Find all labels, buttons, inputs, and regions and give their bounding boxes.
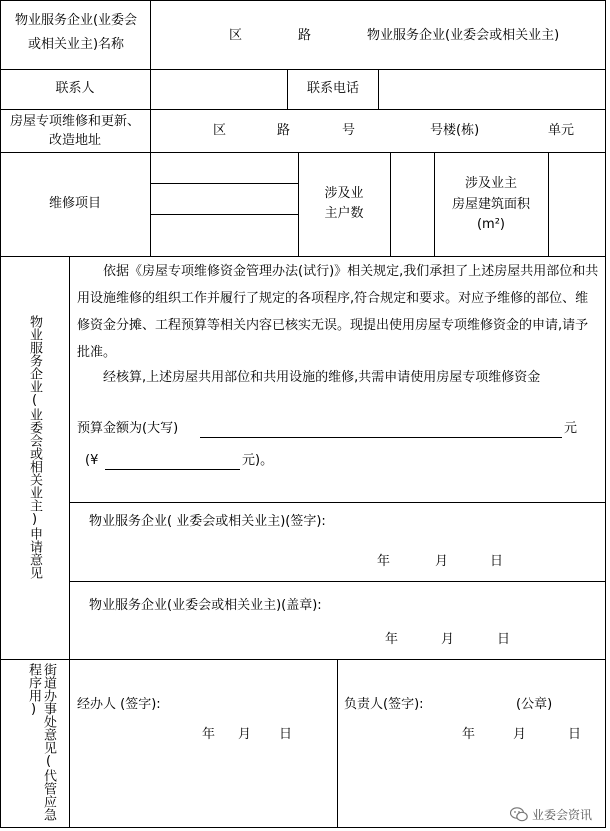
leader-year: 年 bbox=[462, 727, 476, 742]
leader-day: 日 bbox=[568, 727, 582, 742]
area-label-3: (m²) bbox=[476, 217, 506, 232]
official-seal-label: (公章) bbox=[516, 697, 553, 712]
company-name-label-1: 物业服务企业(业委会 bbox=[14, 13, 138, 28]
phone-label: 联系电话 bbox=[306, 81, 359, 96]
seal-month: 月 bbox=[441, 632, 455, 647]
seal-day: 日 bbox=[497, 632, 511, 647]
col-street-side bbox=[69, 659, 70, 828]
rule-row4 bbox=[0, 256, 606, 257]
company-type-label: 物业服务企业(业委会或相关业主) bbox=[367, 28, 560, 43]
border-right bbox=[605, 0, 606, 828]
handler-day: 日 bbox=[279, 727, 293, 742]
contact-label: 联系人 bbox=[55, 81, 95, 96]
opinion-side-label: 物业服务企业(业委会或相关业主)申请意见 bbox=[27, 315, 42, 579]
wechat-icon bbox=[510, 807, 528, 822]
border-bottom bbox=[0, 827, 606, 828]
address-building: 号楼(栋) bbox=[430, 123, 480, 138]
rule-repair-2 bbox=[150, 214, 298, 215]
handler-month: 月 bbox=[238, 727, 252, 742]
address-district: 区 bbox=[213, 123, 227, 138]
sign-day: 日 bbox=[490, 554, 504, 569]
address-label-2: 改造地址 bbox=[48, 133, 101, 148]
col-opinion-side bbox=[69, 256, 70, 660]
handler-label: 经办人 (签字): bbox=[77, 697, 161, 712]
seal-year: 年 bbox=[385, 632, 399, 647]
col-street-mid bbox=[337, 659, 338, 828]
watermark bbox=[510, 806, 592, 823]
rule-row3 bbox=[0, 152, 606, 153]
col-phone-right bbox=[378, 69, 379, 110]
address-number: 号 bbox=[342, 123, 356, 138]
sign-label: 物业服务企业( 业委会或相关业主)(签字): bbox=[89, 514, 326, 529]
address-road: 路 bbox=[277, 123, 291, 138]
amount-figures-line[interactable] bbox=[105, 455, 240, 470]
area-label-2: 房屋建筑面积 bbox=[451, 197, 530, 212]
opinion-paragraph-2: 经核算,上述房屋共用部位和共用设施的维修,共需申请使用房屋专项维修资金 bbox=[103, 370, 541, 385]
opinion-paragraph-1: 依据《房屋专项维修资金管理办法(试行)》相关规定,我们承担了上述房屋共用部位和共用设施维修的组织工作并履行了规定的各项程序,符合规定和要求。对应予维修的部位、维修资金分摊、工程预算等相关内容已核实无误。现提出使用房屋专项维修资金的申请,请予批准。 bbox=[77, 264, 599, 360]
repair-item-label: 维修项目 bbox=[48, 196, 101, 211]
rule-row1 bbox=[0, 69, 606, 70]
rule-opinion-bottom bbox=[0, 659, 606, 660]
yen-open: (¥ bbox=[85, 453, 99, 468]
address-label-1: 房屋专项维修和更新、 bbox=[9, 114, 140, 129]
col-owners-left bbox=[298, 152, 299, 256]
sign-month: 月 bbox=[435, 554, 449, 569]
district-label: 区 bbox=[229, 28, 243, 43]
road-label: 路 bbox=[298, 28, 312, 43]
owners-count-label-2: 主户数 bbox=[324, 206, 364, 221]
street-side-label: 街道办事处意见(代管应急程序用) bbox=[26, 663, 56, 821]
rule-row2 bbox=[0, 109, 606, 110]
rule-repair-1 bbox=[150, 183, 298, 184]
amount-label: 预算金额为(大写) bbox=[77, 421, 179, 436]
amount-words-line[interactable] bbox=[200, 423, 562, 438]
border-top bbox=[0, 0, 606, 1]
sign-year: 年 bbox=[377, 554, 391, 569]
owners-count-label-1: 涉及业 bbox=[324, 186, 364, 201]
handler-year: 年 bbox=[202, 727, 216, 742]
amount-unit: 元 bbox=[564, 421, 578, 436]
col-area-right bbox=[548, 152, 549, 256]
col-label-divider bbox=[150, 0, 151, 256]
address-unit: 单元 bbox=[548, 123, 575, 138]
watermark-text: 业委会资讯 bbox=[531, 808, 592, 822]
area-label-1: 涉及业主 bbox=[464, 176, 517, 191]
leader-label: 负责人(签字): bbox=[344, 697, 424, 712]
rule-opinion-2 bbox=[69, 581, 606, 582]
yen-close: 元)。 bbox=[242, 453, 274, 468]
leader-month: 月 bbox=[513, 727, 527, 742]
seal-label: 物业服务企业(业委会或相关业主)(盖章): bbox=[89, 598, 322, 613]
company-name-label-2: 或相关业主)名称 bbox=[27, 37, 125, 52]
rule-opinion-1 bbox=[69, 502, 606, 503]
col-owners-right bbox=[390, 152, 391, 256]
